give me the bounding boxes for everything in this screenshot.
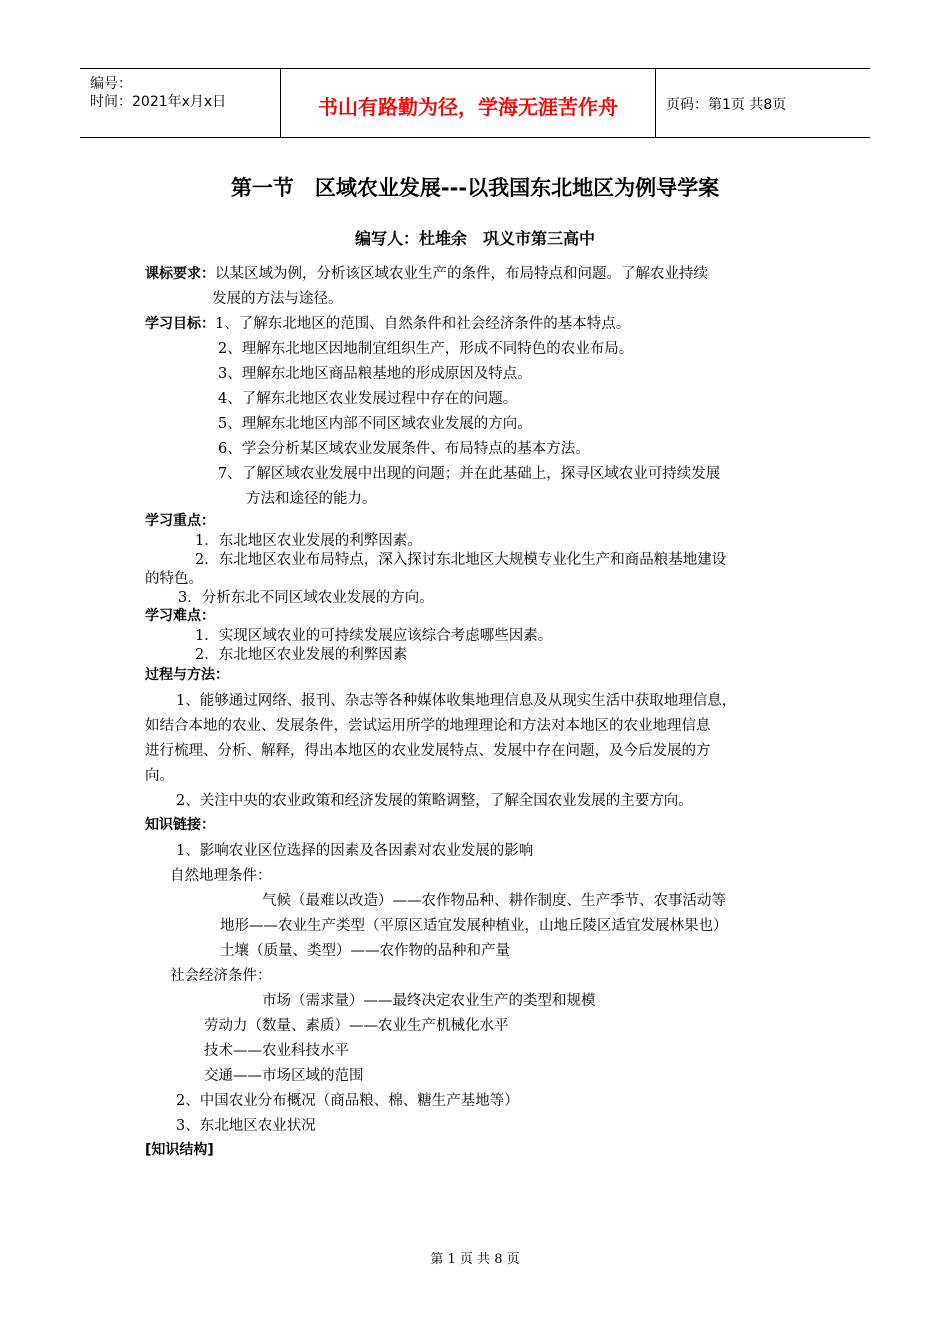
goal-item: 7、了解区域农业发展中出现的问题；并在此基础上，探寻区域农业可持续发展 (218, 466, 721, 482)
knowledge-line: 气候（最难以改造）——农作物品种、耕作制度、生产季节、农事活动等 (262, 893, 726, 909)
curriculum-line-1 (145, 262, 708, 283)
motto: 书山有路勤为径，学海无涯苦作舟 (318, 95, 618, 119)
process-line: 如结合本地的农业、发展条件，尝试运用所学的地理理论和方法对本地区的农业地理信息 (145, 718, 711, 734)
goal-item: 1、了解东北地区的范围、自然条件和社会经济条件的基本特点。 (215, 316, 631, 332)
date-label: 时间：2021年x月x日 (90, 94, 227, 110)
process-line: 向。 (145, 768, 174, 784)
curriculum-text-2: 发展的方法与途径。 (212, 291, 343, 307)
key-points-label: 学习重点： (145, 513, 215, 529)
page-info: 页码：第1页 共8页 (666, 97, 787, 113)
goal-item: 5、理解东北地区内部不同区域农业发展的方向。 (218, 416, 532, 432)
goal-item: 6、学会分析某区域农业发展条件、布局特点的基本方法。 (218, 441, 590, 457)
knowledge-line: 1、影响农业区位选择的因素及各因素对农业发展的影响 (176, 843, 534, 859)
structure-label: [知识结构] (145, 1142, 214, 1158)
goals-line-1 (145, 312, 630, 333)
page-footer: 第 1 页 共 8 页 (430, 1252, 520, 1267)
header-motto-cell (280, 69, 656, 137)
process-line: 进行梳理、分析、解释，得出本地区的农业发展特点、发展中存在问题，及今后发展的方 (145, 743, 711, 759)
goal-item: 方法和途径的能力。 (246, 491, 377, 507)
goal-item: 2、理解东北地区因地制宜组织生产，形成不同特色的农业布局。 (218, 341, 634, 357)
goal-item: 3、理解东北地区商品粮基地的形成原因及特点。 (218, 366, 532, 382)
difficulties-label: 学习难点： (145, 608, 215, 624)
process-label: 过程与方法： (145, 667, 229, 683)
key-point-item: 3．分析东北不同区域农业发展的方向。 (178, 590, 434, 606)
knowledge-line: 地形——农业生产类型（平原区适宜发展种植业，山地丘陵区适宜发展林果也） (220, 918, 728, 934)
curriculum-label: 课标要求： (145, 266, 215, 282)
knowledge-line: 劳动力（数量、素质）——农业生产机械化水平 (204, 1018, 509, 1034)
key-point-item: 的特色。 (145, 571, 203, 587)
process-line: 2、关注中央的农业政策和经济发展的策略调整，了解全国农业发展的主要方向。 (176, 793, 693, 809)
knowledge-line: 3、东北地区农业状况 (176, 1118, 316, 1134)
curriculum-text-1: 以某区域为例，分析该区域农业生产的条件，布局特点和问题。了解农业持续 (215, 266, 708, 282)
knowledge-line: 自然地理条件： (170, 868, 272, 884)
goal-item: 4、了解东北地区农业发展过程中存在的问题。 (218, 391, 518, 407)
difficulty-item: 1．实现区域农业的可持续发展应该综合考虑哪些因素。 (195, 628, 553, 644)
knowledge-line: 土壤（质量、类型）——农作物的品种和产量 (220, 943, 510, 959)
key-point-item: 1．东北地区农业发展的利弊因素。 (195, 533, 422, 549)
header-meta-cell (80, 69, 280, 137)
header-page-cell (656, 69, 870, 137)
author-line: 编写人：杜堆余 巩义市第三高中 (354, 229, 595, 248)
goals-label: 学习目标： (145, 316, 215, 332)
knowledge-line: 市场（需求量）——最终决定农业生产的类型和规模 (262, 993, 596, 1009)
knowledge-line: 技术——农业科技水平 (204, 1043, 349, 1059)
knowledge-label: 知识链接： (145, 817, 215, 833)
process-line: 1、能够通过网络、报刊、杂志等各种媒体收集地理信息及从现实生活中获取地理信息， (176, 693, 737, 709)
knowledge-line: 交通——市场区域的范围 (204, 1068, 364, 1084)
key-point-item: 2．东北地区农业布局特点，深入探讨东北地区大规模专业化生产和商品粮基地建设 (195, 552, 727, 568)
difficulty-item: 2．东北地区农业发展的利弊因素 (195, 647, 408, 663)
page-title: 第一节 区域农业发展---以我国东北地区为例导学案 (230, 176, 720, 200)
knowledge-line: 社会经济条件： (170, 968, 272, 984)
document-header (80, 68, 870, 138)
knowledge-line: 2、中国农业分布概况（商品粮、棉、糖生产基地等） (176, 1093, 519, 1109)
number-label: 编号： (90, 76, 132, 92)
